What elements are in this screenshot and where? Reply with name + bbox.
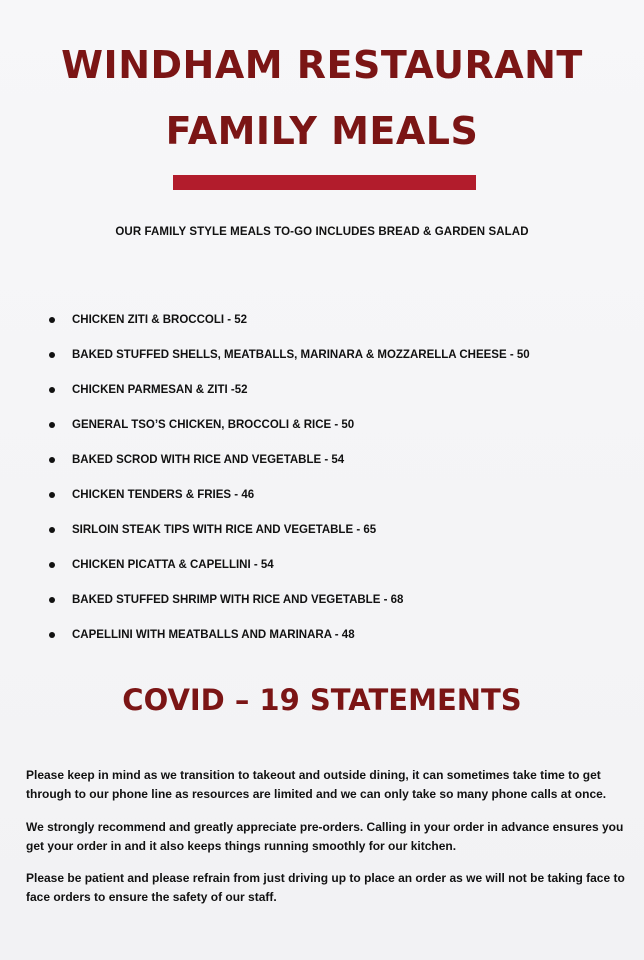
bullet-icon	[49, 562, 55, 568]
menu-item-label: CHICKEN TENDERS & FRIES - 46	[72, 489, 255, 501]
menu-item-label: CHICKEN PARMESAN & ZITI -52	[72, 384, 248, 396]
list-item	[0, 591, 644, 626]
covid-paragraph-2: We strongly recommend and greatly appreciate pre-orders. Calling in your order in advance ensures you get your order in and it also keeps things running smoothly for our kitchen.	[26, 820, 624, 853]
menu-subtitle: OUR FAMILY STYLE MEALS TO-GO INCLUDES BREAD & GARDEN SALAD	[115, 226, 529, 238]
menu-item-label: GENERAL TSO’S CHICKEN, BROCCOLI & RICE - 50	[72, 419, 355, 431]
bullet-icon	[49, 457, 55, 463]
bullet-icon	[49, 492, 55, 498]
menu-item-label: BAKED STUFFED SHELLS, MEATBALLS, MARINARA & MOZZARELLA CHEESE - 50	[72, 349, 530, 361]
bullet-icon	[49, 597, 55, 603]
bullet-icon	[49, 317, 55, 323]
bullet-icon	[49, 422, 55, 428]
menu-item-label: CHICKEN PICATTA & CAPELLINI - 54	[72, 559, 274, 571]
restaurant-title: WINDHAM RESTAURANT	[61, 43, 583, 87]
bullet-icon	[49, 527, 55, 533]
list-item	[0, 346, 644, 381]
list-item	[0, 521, 644, 556]
bullet-icon	[49, 352, 55, 358]
list-item	[0, 451, 644, 486]
family-meals-list	[0, 311, 644, 661]
covid-paragraph-3: Please be patient and please refrain from just driving up to place an order as we will not be taking face to face orders to ensure the safety of our staff.	[26, 871, 625, 904]
list-item	[0, 556, 644, 591]
bullet-icon	[49, 632, 55, 638]
menu-item-label: SIRLOIN STEAK TIPS WITH RICE AND VEGETABLE - 65	[72, 524, 377, 536]
list-item	[0, 486, 644, 521]
menu-item-label: CAPELLINI WITH MEATBALLS AND MARINARA - 48	[72, 629, 355, 641]
menu-item-label: CHICKEN ZITI & BROCCOLI - 52	[72, 314, 248, 326]
covid-heading: COVID – 19 STATEMENTS	[122, 683, 522, 717]
page-title: FAMILY MEALS	[165, 109, 479, 153]
list-item	[0, 416, 644, 451]
list-item	[0, 381, 644, 416]
list-item	[0, 311, 644, 346]
title-divider	[173, 175, 476, 190]
covid-paragraph-1: Please keep in mind as we transition to takeout and outside dining, it can sometimes take time to get through to our phone line as resources are limited and we can only take so many phone calls at once.	[26, 768, 607, 801]
bullet-icon	[49, 387, 55, 393]
menu-item-label: BAKED STUFFED SHRIMP WITH RICE AND VEGETABLE - 68	[72, 594, 404, 606]
list-item	[0, 626, 644, 661]
menu-item-label: BAKED SCROD WITH RICE AND VEGETABLE - 54	[72, 454, 345, 466]
